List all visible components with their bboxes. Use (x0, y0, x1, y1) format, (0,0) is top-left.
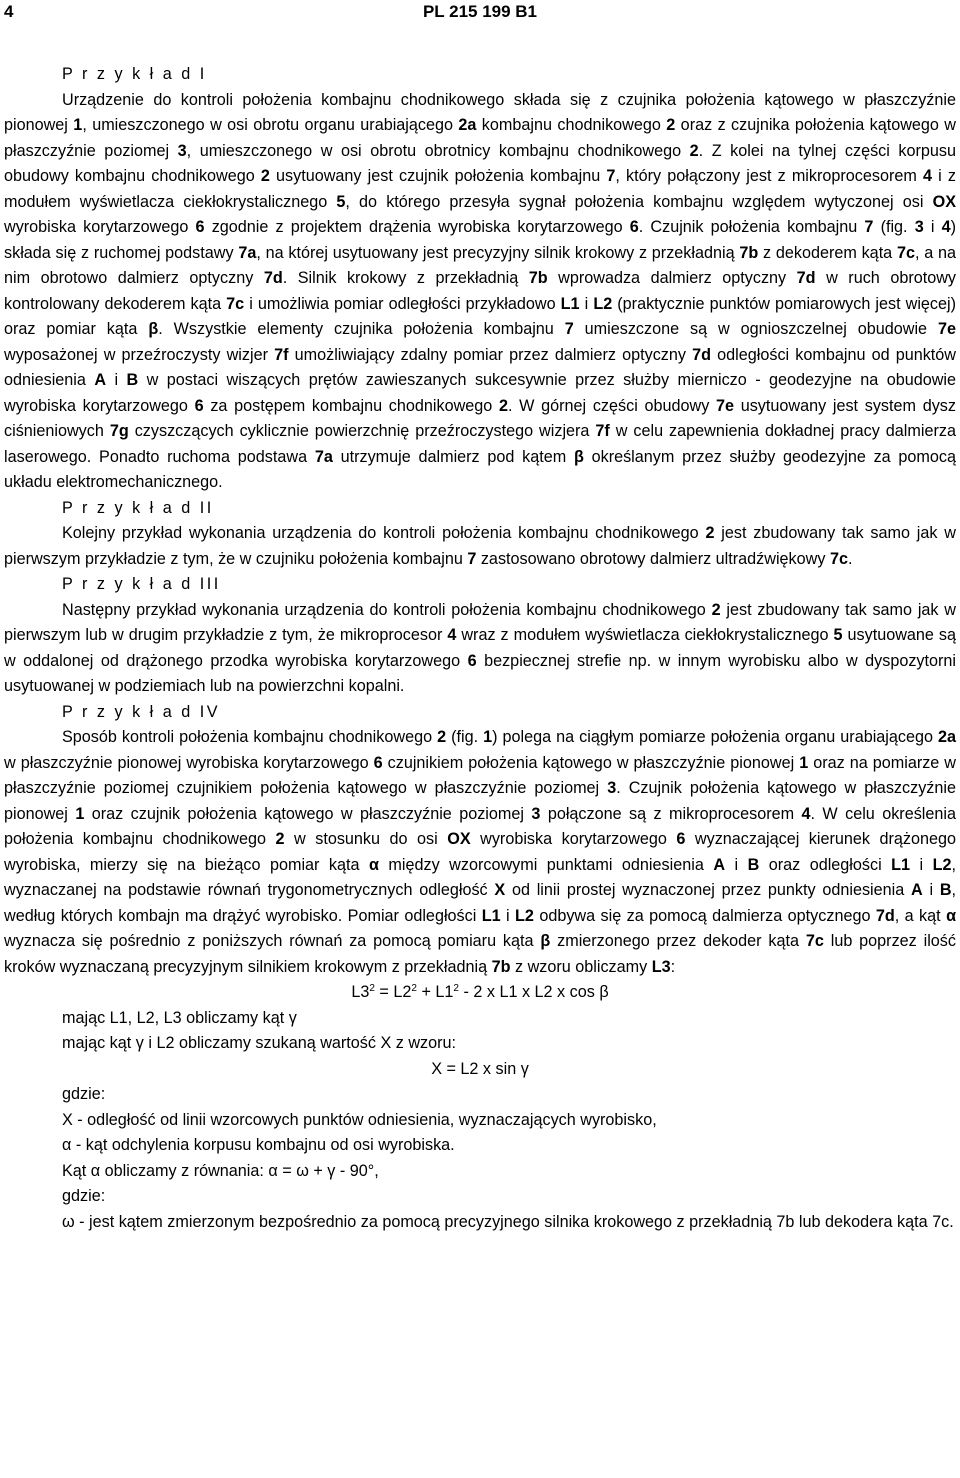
text-having-l-values: mając L1, L2, L3 obliczamy kąt γ (62, 1008, 297, 1027)
definition-alpha: α - kąt odchylenia korpusu kombajnu od osi wyrobiska. (62, 1136, 455, 1154)
example-3-heading: P r z y k ł a d III (62, 575, 221, 593)
page-number: 4 (4, 2, 14, 21)
example-2-paragraph: Kolejny przykład wykonania urządzenia do kontroli położenia kombajnu chodnikowego 2 jest zbudowany tak samo jak w pierwszym przykładzie z tym, że w czujniku położenia kombajnu 7 zastosowano obrotowy dalmierz ultradźwiękowy 7c. (4, 524, 956, 568)
where-label-1: gdzie: (62, 1085, 106, 1103)
example-2-heading: P r z y k ł a d II (62, 498, 214, 517)
formula-x: X = L2 x sin γ (431, 1059, 529, 1078)
example-4-paragraph: Sposób kontroli położenia kombajnu chodnikowego 2 (fig. 1) polega na ciągłym pomiarze położenia organu urabiającego 2a w płaszczyźnie pionowej wyrobiska korytarzowego 6 czujnikiem położenia kątowego w płaszczyźnie pionowej 1 oraz na pomiarze w płaszczyźnie poziomej czujnikiem położenia kątowego w płaszczyźnie poziomej 3. Czujnik położenia kątowego w płaszczyźnie pionowej 1 oraz czujnik położenia kątowego w płaszczyźnie poziomej 3 połączone są z mikroprocesorem 4. W celu określenia położenia kombajnu chodnikowego 2 w stosunku do osi OX wyrobiska korytarzowego 6 wyznaczającej kierunek drążonego wyrobiska, mierzy się na bieżąco pomiar kąta α między wzorcowymi punktami odniesienia A i B oraz odległości L1 i L2, wyznaczanej na podstawie równań trygonometrycznych odległość X od linii prostej wyznaczonej przez punkty odniesienia A i B, według których kombajn ma drążyć wyrobisko. Pomiar odległości L1 i L2 odbywa się za pomocą dalmierza optycznego 7d, a kąt α wyznacza się pośrednio z poniższych równań za pomocą pomiaru kąta β zmierzonego przez dekoder kąta 7c lub poprzez ilość kroków wyznaczaną precyzyjnym silnikiem krokowym z przekładnią 7b z wzoru obliczamy L3: (4, 728, 957, 976)
definition-x: X - odległość od linii wzorcowych punktów odniesienia, wyznaczających wyrobisko, (62, 1110, 657, 1129)
definition-omega: ω - jest kątem zmierzonym bezpośrednio za pomocą precyzyjnego silnika krokowego z przekładnią 7b lub dekodera kąta 7c. (62, 1212, 954, 1231)
example-1-heading: P r z y k ł a d I (62, 65, 207, 83)
document-body (4, 62, 956, 1235)
alpha-equation: Kąt α obliczamy z równania: α = ω + γ - 90°, (62, 1161, 379, 1180)
text-having-angle: mając kąt γ i L2 obliczamy szukaną wartość X z wzoru: (62, 1034, 457, 1052)
page-header (0, 0, 960, 30)
example-3-paragraph: Następny przykład wykonania urządzenia do kontroli położenia kombajnu chodnikowego 2 jest zbudowany tak samo jak w pierwszym lub w drugim przykładzie z tym, że mikroprocesor 4 wraz z modułem wyświetlacza ciekłokrystalicznego 5 usytuowane są w oddalonej od drążonego przodka wyrobiska korytarzowego 6 bezpiecznej strefie np. w innym wyrobisku albo w dyspozytorni usytuowanej w podziemiach lub na powierzchni kopalni. (4, 600, 957, 695)
example-4-heading: P r z y k ł a d IV (62, 702, 221, 721)
example-1-paragraph: Urządzenie do kontroli położenia kombajnu chodnikowego składa się z czujnika położenia kątowego w płaszczyźnie pionowej 1, umieszczonego w osi obrotu organu urabiającego 2a kombajnu chodnikowego 2 oraz z czujnika położenia kątowego w płaszczyźnie poziomej 3, umieszczonego w osi obrotu obrotnicy kombajnu chodnikowego 2. Z kolei na tylnej części korpusu obudowy kombajnu chodnikowego 2 usytuowany jest czujnik położenia kombajnu 7, który połączony jest z mikroprocesorem 4 i z modułem wyświetlacza ciekłokrystalicznego 5, do którego przesyła sygnał położenia kombajnu względem wytyczonej osi OX wyrobiska korytarzowego 6 zgodnie z projektem drążenia wyrobiska korytarzowego 6. Czujnik położenia kombajnu 7 (fig. 3 i 4) składa się z ruchomej podstawy 7a, na której usytuowany jest precyzyjny silnik krokowy z przekładnią 7b z dekoderem kąta 7c, a na nim obrotowo dalmierz optyczny 7d. Silnik krokowy z przekładnią 7b wprowadza dalmierz optyczny 7d w ruch obrotowy kontrolowany dekoderem kąta 7c i umożliwia pomiar odległości przykładowo L1 i L2 (praktycznie punktów pomiarowych jest więcej) oraz pomiar kąta β. Wszystkie elementy czujnika położenia kombajnu 7 umieszczone są w ognioszczelnej obudowie 7e wyposażonej w przeźroczysty wizjer 7f umożliwiający zdalny pomiar przez dalmierz optyczny 7d odległości kombajnu od punktów odniesienia A i B w postaci wiszących prętów zawieszanych sukcesywnie przez służby mierniczo - geodezyjne na obudowie wyrobiska korytarzowego 6 za postępem kombajnu chodnikowego 2. W górnej części obudowy 7e usytuowany jest system dysz ciśnieniowych 7g czyszczących cyklicznie powierzchnię przeźroczystego wizjera 7f w celu zapewnienia dokładnej pracy dalmierza laserowego. Ponadto ruchoma podstawa 7a utrzymuje dalmierz pod kątem β określanym przez służby geodezyjne za pomocą układu elektromechanicznego. (4, 90, 957, 491)
where-label-2: gdzie: (62, 1187, 106, 1205)
formula-l3: $L3^2 = L2^2 + L1^2 - 2$ x L1 x L2 x cos β (351, 983, 609, 1001)
patent-number: PL 215 199 B1 (422, 2, 538, 21)
